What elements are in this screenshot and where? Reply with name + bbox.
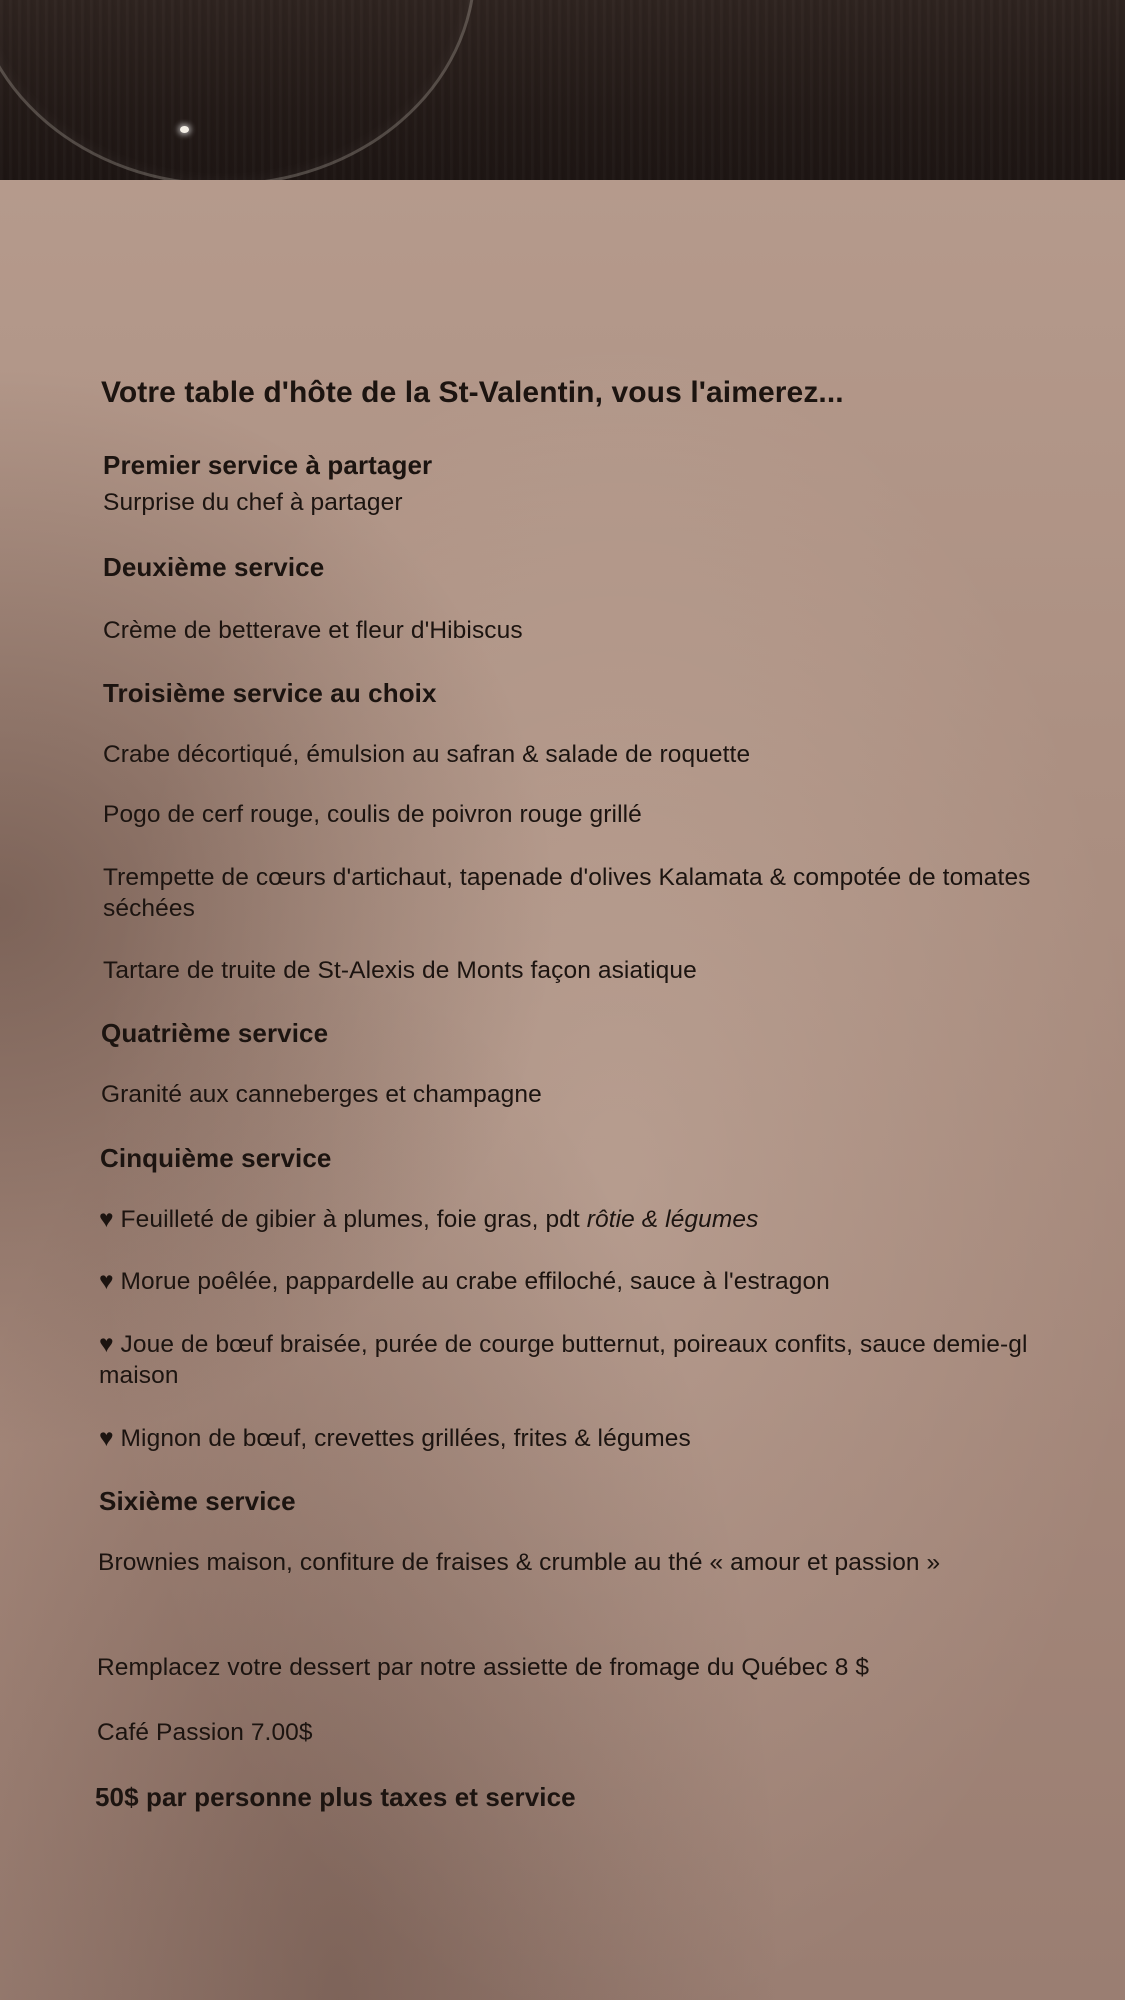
menu-item-italic-text: rôtie & légumes [586,1206,759,1233]
menu-item [99,1205,758,1235]
menu-item: Pogo de cerf rouge, coulis de poivron rouge grillé [103,801,642,828]
menu-item: Brownies maison, confiture de fraises & crumble au thé « amour et passion » [98,1549,941,1576]
menu-item: Trempette de cœurs d'artichaut, tapenade d'olives Kalamata & compotée de tomates [103,864,1031,891]
menu-title: Votre table d'hôte de la St-Valentin, vous l'aimerez... [101,376,844,409]
section-heading-sixieme: Sixième service [99,1486,296,1516]
menu-item: Crème de betterave et fleur d'Hibiscus [103,617,523,644]
section-heading-deuxieme: Deuxième service [103,552,325,582]
menu-item: ♥ Mignon de bœuf, crevettes grillées, frites & légumes [99,1425,691,1452]
wine-glass-rim [0,0,476,186]
section-heading-quatrieme: Quatrième service [101,1018,329,1048]
menu-item-continuation: maison [99,1362,179,1389]
menu-item: ♥ Morue poêlée, pappardelle au crabe effiloché, sauce à l'estragon [99,1268,830,1295]
section-heading-troisieme: Troisième service au choix [103,678,437,708]
menu-item: ♥ Joue de bœuf braisée, purée de courge butternut, poireaux confits, sauce demie-gl [99,1331,1028,1358]
menu-item: Surprise du chef à partager [103,489,403,516]
menu-item-continuation: séchées [103,895,195,922]
menu-item: Tartare de truite de St-Alexis de Monts façon asiatique [103,957,697,984]
table-surface [0,0,1125,185]
menu-item: Granité aux canneberges et champagne [101,1081,542,1108]
section-heading-premier: Premier service à partager [103,450,433,480]
extra-cafe-note: Café Passion 7.00$ [97,1719,313,1746]
section-heading-cinquieme: Cinquième service [100,1143,332,1173]
extra-cheese-note: Remplacez votre dessert par notre assiette de fromage du Québec 8 $ [97,1654,870,1681]
light-glint [180,126,189,133]
menu-item-text: ♥ Feuilleté de gibier à plumes, foie gras, pdt [99,1206,587,1233]
menu-sheet [0,180,1125,2000]
price-line: 50$ par personne plus taxes et service [95,1782,576,1812]
menu-item: Crabe décortiqué, émulsion au safran & salade de roquette [103,741,751,768]
